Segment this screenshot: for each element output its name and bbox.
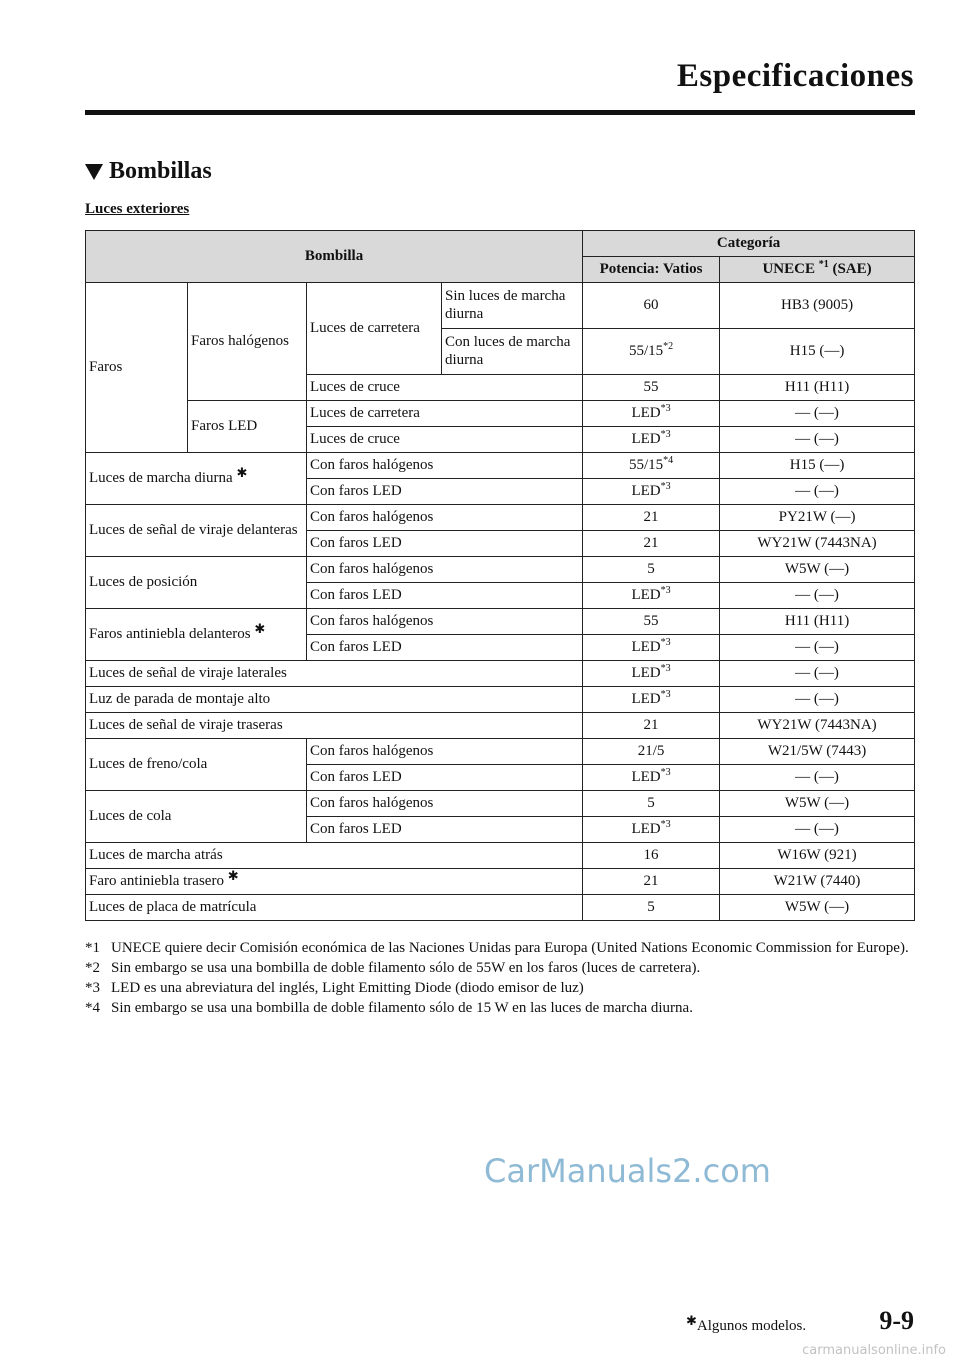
header-sae-text: (SAE) [832,260,872,277]
table-row [86,661,915,687]
footnote-1 [85,938,915,958]
asterisk-icon: ✱ [254,620,266,636]
cell-unece: H15 (—) [720,453,915,479]
row-faros: Faros [86,283,188,453]
cell-power: 5 [583,557,720,583]
row-luces-carretera: Luces de carretera [307,283,442,375]
cell-power: 60 [583,283,720,329]
row-luces-posicion: Luces de posición [86,557,307,609]
header-unece [720,257,915,283]
row-con-faros-led: Con faros LED [307,531,583,557]
cell-power [583,329,720,375]
cell-power [583,427,720,453]
cell-power [583,635,720,661]
cell-power [583,479,720,505]
cell-unece: — (—) [720,765,915,791]
row-faros-halogenos: Faros halógenos [188,283,307,401]
row-senal-viraje-delanteras: Luces de señal de viraje delanteras [86,505,307,557]
row-antiniebla-delanteros [86,609,307,661]
table-row [86,401,915,427]
row-con-luces-diurna: Con luces de marcha diurna [442,329,583,375]
row-luces-cruce: Luces de cruce [307,375,583,401]
source-url: carmanualsonline.info [802,1343,946,1358]
cell-power: 5 [583,791,720,817]
cell-unece: — (—) [720,479,915,505]
row-luces-carretera-led: Luces de carretera [307,401,583,427]
cell-power [583,583,720,609]
table-header-row [86,231,915,257]
row-antiniebla-trasero [86,869,583,895]
footnotes [85,938,915,1018]
cell-unece: HB3 (9005) [720,283,915,329]
footnote-text: LED es una abreviatura del inglés, Light Emitting Diode (diodo emisor de luz) [111,980,584,996]
cell-unece: W21/5W (7443) [720,739,915,765]
footnote-ref: *3 [660,636,671,648]
footer-some-models [686,1313,807,1335]
cell-power [583,401,720,427]
watermark: CarManuals2.com [484,1152,771,1190]
cell-power: 55 [583,609,720,635]
row-luces-cruce-led: Luces de cruce [307,427,583,453]
row-senal-viraje-traseras: Luces de señal de viraje traseras [86,713,583,739]
row-luces-marcha-diurna [86,453,307,505]
row-label-text: Faros antiniebla delanteros [89,625,251,642]
row-sin-luces-diurna: Sin luces de marcha diurna [442,283,583,329]
subsection-title: Luces exteriores [85,201,190,217]
table-row [86,505,915,531]
cell-unece: W16W (921) [720,843,915,869]
triangle-down-icon [85,164,103,180]
cell-power-text: LED [631,404,661,421]
bulb-spec-table [85,230,915,921]
cell-unece: W21W (7440) [720,869,915,895]
row-placa-matricula: Luces de placa de matrícula [86,895,583,921]
row-con-faros-halogenos: Con faros halógenos [307,791,583,817]
footnote-ref: *3 [660,428,671,440]
row-con-faros-halogenos: Con faros halógenos [307,453,583,479]
footnote-marker: *3 [85,980,100,996]
row-label-text: Luces de marcha diurna [89,469,233,486]
table-row [86,557,915,583]
row-con-faros-halogenos: Con faros halógenos [307,739,583,765]
row-con-faros-led: Con faros LED [307,817,583,843]
cell-power-text: LED [631,638,661,655]
cell-power [583,687,720,713]
section-title [85,158,212,185]
cell-power-text: LED [631,586,661,603]
row-con-faros-halogenos: Con faros halógenos [307,609,583,635]
footnote-ref: *3 [660,688,671,700]
cell-power-text: LED [631,664,661,681]
cell-unece: — (—) [720,401,915,427]
cell-power-text: 55/15 [628,456,664,473]
cell-unece: W5W (—) [720,895,915,921]
footnote-text: Sin embargo se usa una bombilla de doble filamento sólo de 55W en los faros (luces de carretera). [111,960,701,976]
chapter-rule [85,110,915,115]
header-bulb: Bombilla [86,231,583,283]
cell-unece: W5W (—) [720,791,915,817]
cell-power-text: LED [631,820,661,837]
cell-unece: H11 (H11) [720,375,915,401]
cell-power: 16 [583,843,720,869]
page-number: 9-9 [879,1306,914,1335]
cell-power: 21 [583,505,720,531]
footnote-ref: *3 [660,480,671,492]
cell-unece: PY21W (—) [720,505,915,531]
footnote-marker: *4 [85,1000,100,1016]
cell-power: 5 [583,895,720,921]
footnote-ref: *4 [663,454,674,466]
cell-power: 21/5 [583,739,720,765]
cell-power [583,661,720,687]
row-con-faros-led: Con faros LED [307,635,583,661]
cell-unece: H15 (—) [720,329,915,375]
footnote-3 [85,978,915,998]
row-freno-cola: Luces de freno/cola [86,739,307,791]
cell-unece: — (—) [720,427,915,453]
table-row [86,713,915,739]
table-row [86,843,915,869]
cell-power: 55 [583,375,720,401]
cell-power-text: LED [631,430,661,447]
footnote-ref: *2 [663,340,674,352]
row-faros-led: Faros LED [188,401,307,453]
table-row [86,869,915,895]
cell-power [583,765,720,791]
table-row [86,609,915,635]
footnote-ref: *3 [660,766,671,778]
cell-power: 21 [583,713,720,739]
cell-power-text: LED [631,482,661,499]
cell-unece: WY21W (7443NA) [720,531,915,557]
row-con-faros-halogenos: Con faros halógenos [307,557,583,583]
footnote-ref: *3 [660,818,671,830]
row-con-faros-halogenos: Con faros halógenos [307,505,583,531]
cell-unece: — (—) [720,661,915,687]
footnote-2 [85,958,915,978]
asterisk-icon: ✱ [686,1313,697,1328]
cell-power: 21 [583,531,720,557]
footnote-4 [85,998,915,1018]
footnote-text: UNECE quiere decir Comisión económica de las Naciones Unidas para Europa (United Nations Economic Commission for Europe). [111,940,909,956]
footnote-text: Sin embargo se usa una bombilla de doble filamento sólo de 15 W en las luces de marcha diurna. [111,1000,693,1016]
cell-unece: WY21W (7443NA) [720,713,915,739]
row-parada-montaje-alto: Luz de parada de montaje alto [86,687,583,713]
cell-power-text: 55/15 [628,342,664,359]
header-power: Potencia: Vatios [583,257,720,283]
footnote-ref: *1 [818,258,829,270]
cell-unece: — (—) [720,635,915,661]
table-row [86,687,915,713]
row-con-faros-led: Con faros LED [307,765,583,791]
cell-unece: — (—) [720,583,915,609]
table-row [86,453,915,479]
cell-unece: — (—) [720,817,915,843]
row-con-faros-led: Con faros LED [307,479,583,505]
cell-power-text: LED [631,768,661,785]
cell-power [583,453,720,479]
table-row [86,895,915,921]
cell-power: 21 [583,869,720,895]
cell-unece: H11 (H11) [720,609,915,635]
row-marcha-atras: Luces de marcha atrás [86,843,583,869]
table-row [86,283,915,329]
cell-unece: W5W (—) [720,557,915,583]
asterisk-icon: ✱ [227,867,239,883]
footnote-ref: *3 [660,662,671,674]
section-title-text: Bombillas [109,158,212,184]
asterisk-icon: ✱ [236,464,248,480]
header-unece-text: UNECE [762,260,815,277]
footnote-marker: *2 [85,960,100,976]
footnote-ref: *3 [660,402,671,414]
row-senal-viraje-laterales: Luces de señal de viraje laterales [86,661,583,687]
footnote-ref: *3 [660,584,671,596]
row-label-text: Faro antiniebla trasero [89,872,224,889]
table-row [86,739,915,765]
table-row [86,791,915,817]
chapter-title: Especificaciones [676,58,914,94]
row-con-faros-led: Con faros LED [307,583,583,609]
row-luces-cola: Luces de cola [86,791,307,843]
cell-power [583,817,720,843]
footer-some-models-text: Algunos modelos. [696,1318,807,1334]
header-category: Categoría [583,231,915,257]
cell-unece: — (—) [720,687,915,713]
footnote-marker: *1 [85,940,100,956]
cell-power-text: LED [631,690,661,707]
